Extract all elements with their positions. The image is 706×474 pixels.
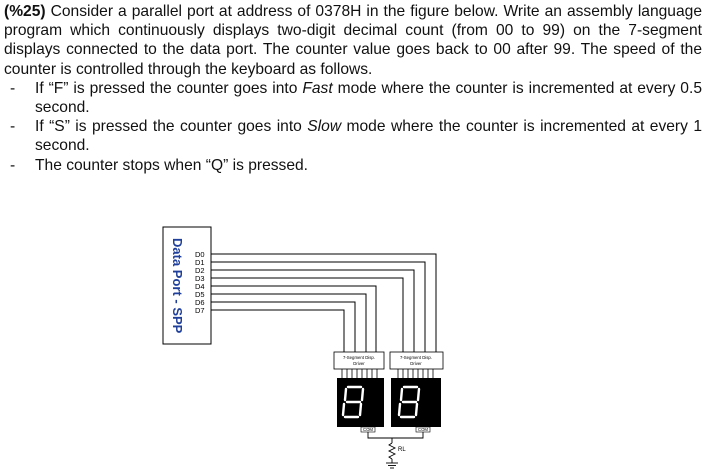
com-label-left: COM bbox=[362, 427, 374, 432]
ground-wiring bbox=[368, 432, 423, 468]
pin-labels bbox=[195, 250, 205, 315]
condition-fast-pre: If “F” is pressed the counter goes into bbox=[35, 79, 303, 97]
pin-label-d3: D3 bbox=[195, 274, 205, 283]
wire-d7 bbox=[211, 310, 344, 352]
question-marks: (%25) bbox=[4, 3, 46, 20]
driver-left-line1: 7-Segment Disp. bbox=[342, 355, 376, 360]
pin-label-d0: D0 bbox=[195, 250, 205, 259]
bullet-dash: - bbox=[10, 79, 16, 97]
pin-label-d6: D6 bbox=[195, 298, 205, 307]
resistor-label: RL bbox=[398, 447, 406, 453]
pin-label-d2: D2 bbox=[195, 266, 205, 275]
wire-d3 bbox=[211, 278, 403, 352]
condition-slow-post: mode where the counter is incremented at every 1 second. bbox=[35, 118, 703, 155]
wire-d2 bbox=[211, 270, 414, 352]
pin-label-d1: D1 bbox=[195, 258, 205, 267]
bullet-dash: - bbox=[10, 156, 16, 174]
wire-d1 bbox=[211, 262, 425, 352]
condition-slow-pre: If “S” is pressed the counter goes into bbox=[35, 118, 308, 136]
pin-label-d4: D4 bbox=[195, 282, 205, 291]
question-intro: Consider a parallel port at address of 0378H in the figure below. Write an assembly language program which continuously displays two-digit decimal count (from 00 to 99) on the 7-segment displays connected to the data port. The counter value goes back to 00 after 99. The speed of the counter is controlled through the keyboard as follows. bbox=[4, 3, 702, 78]
driver-right-line1: 7-Segment Disp. bbox=[399, 355, 433, 360]
bus-wires bbox=[211, 254, 436, 352]
condition-fast-post: mode where the counter is incremented at every 0.5 second. bbox=[35, 79, 702, 117]
driver-left-line2: Driver bbox=[353, 361, 365, 366]
pin-label-d7: D7 bbox=[195, 306, 205, 315]
condition-slow-mode: Slow bbox=[307, 118, 342, 136]
com-label-right: COM bbox=[417, 427, 429, 432]
segment-leads bbox=[342, 369, 433, 379]
condition-fast-mode: Fast bbox=[302, 79, 333, 97]
pin-label-d5: D5 bbox=[195, 290, 205, 299]
driver-right-line2: Driver bbox=[410, 361, 422, 366]
wire-d0 bbox=[211, 254, 436, 352]
bullet-dash: - bbox=[10, 118, 16, 136]
data-port-label: Data Port - SPP bbox=[170, 238, 185, 334]
wire-d5 bbox=[211, 294, 366, 352]
wire-d4 bbox=[211, 286, 376, 352]
load-resistor bbox=[389, 443, 395, 459]
condition-stop-text: The counter stops when “Q” is pressed. bbox=[35, 156, 309, 174]
